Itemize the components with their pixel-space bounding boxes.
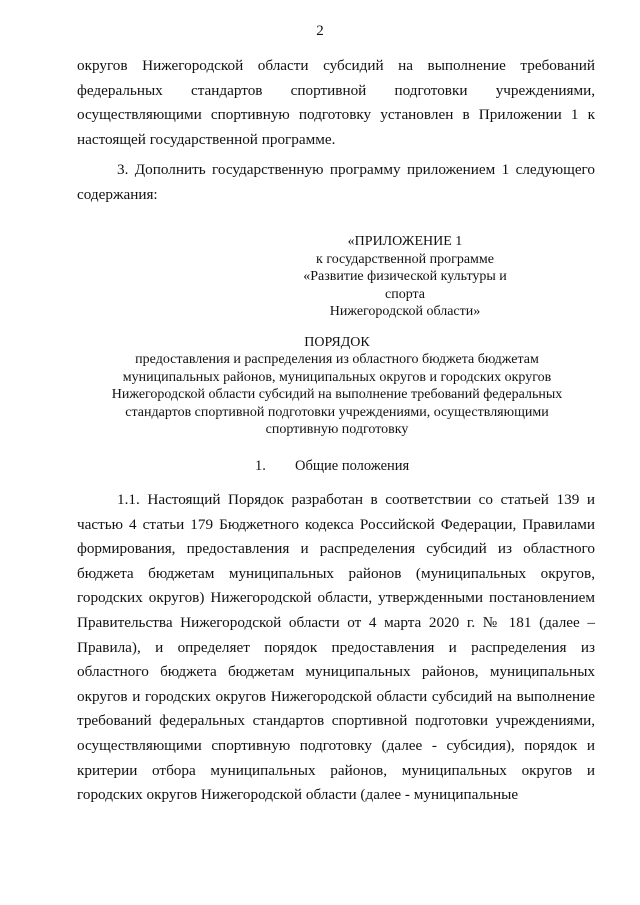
appendix-subtitle-2: «Развитие физической культуры и спорта (303, 269, 507, 302)
procedure-title-line-2: муниципальных районов, муниципальных округов и городских округов (122, 369, 552, 385)
procedure-title-line-3: Нижегородской области субсидий на выполнение требований федеральных (111, 387, 563, 403)
section-title: Общие положения (295, 458, 410, 474)
paragraph-1-1: 1.1. Настоящий Порядок разработан в соответствии со статьей 139 и частью 4 статьи 179 Бюджетного кодекса Российской Федерации, Правилами формирования, предоставления и распределения субсидий из областного бюджета бюджетам муниципальных районов (муниципальных округов, городских округов) Нижегородской области, утвержденными постановлением Правительства Нижегородской области от 4 марта 2020 г. № 181 (далее – Правила), и определяет порядок предоставления и распределения из областного бюджета бюджетам муниципальных районов, муниципальных округов и городских округов Нижегородской области субсидий на выполнение требований федеральных стандартов спортивной подготовки учреждениями, осуществляющими спортивную подготовку (далее - субсидия), порядок и критерии отбора муниципальных районов, муниципальных округов и городских округов Нижегородской области (далее - муниципальные (77, 491, 595, 804)
intro-paragraph: округов Нижегородской области субсидий на выполнение требований федеральных стандартов спортивной подготовки учреждениями, осуществляющими спортивную подготовку установлен в Приложении 1 к настоящей государственной программе. (77, 57, 595, 148)
section-number: 1. (255, 458, 266, 474)
procedure-title-line-1: предоставления и распределения из областного бюджета бюджетам (135, 352, 539, 368)
appendix-subtitle-3: Нижегородской области» (329, 304, 481, 319)
appendix-title: «ПРИЛОЖЕНИЕ 1 (347, 234, 463, 249)
procedure-heading: ПОРЯДОК (304, 335, 370, 350)
appendix-header (290, 233, 520, 321)
procedure-title-line-5: спортивную подготовку (265, 422, 409, 438)
procedure-title-line-4: стандартов спортивной подготовки учреждениями, осуществляющими (125, 404, 549, 420)
appendix-subtitle-1: к государственной программе (316, 251, 494, 267)
page-number: 2 (316, 23, 324, 39)
procedure-title (82, 334, 592, 438)
point-3-paragraph: 3. Дополнить государственную программу приложением 1 следующего содержания: (77, 161, 595, 203)
